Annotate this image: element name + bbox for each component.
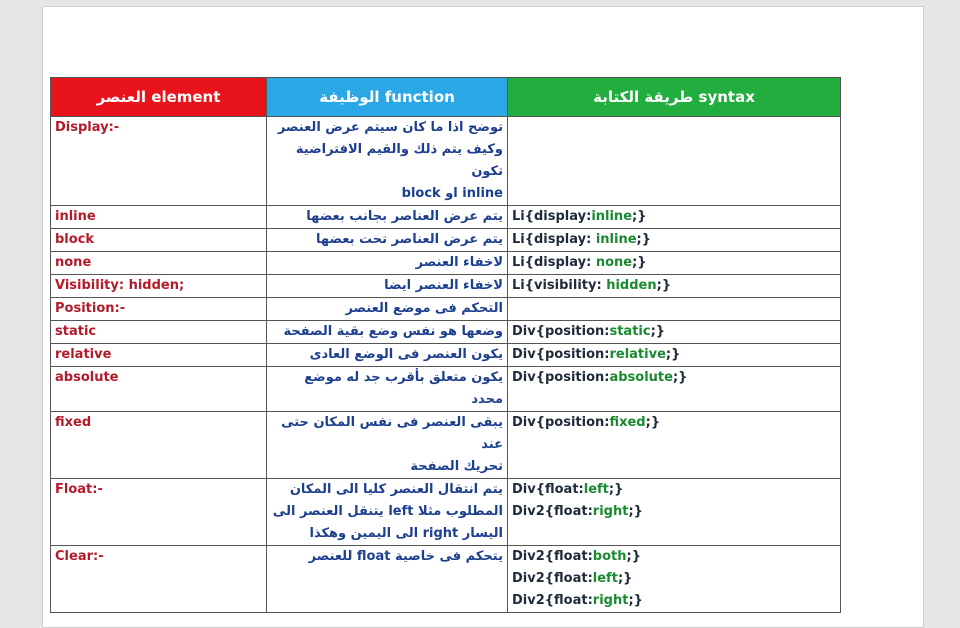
- function-line: inline او block: [401, 186, 503, 201]
- table-row: [51, 479, 841, 546]
- cell-function: [267, 117, 508, 206]
- syntax-line: [512, 479, 836, 501]
- syntax-suffix: ;}: [636, 232, 651, 247]
- cell-element: Position:-: [51, 298, 267, 321]
- syntax-suffix: ;}: [650, 324, 666, 339]
- syntax-prefix: Div{position:: [512, 347, 610, 362]
- syntax-prefix: Div2{float:: [512, 504, 593, 519]
- syntax-line: [512, 501, 836, 523]
- syntax-value: inline: [595, 232, 637, 247]
- cell-function: [267, 275, 508, 298]
- cell-element: block: [51, 229, 267, 252]
- table-row: [51, 252, 841, 275]
- cell-syntax: [508, 321, 841, 344]
- css-properties-table: [50, 77, 841, 613]
- syntax-line: [512, 590, 836, 612]
- cell-syntax: [508, 412, 841, 479]
- cell-syntax: [508, 275, 841, 298]
- syntax-line: [512, 206, 836, 228]
- function-line: يتحكم فى خاصية float للعنصر: [308, 549, 503, 564]
- cell-function: [267, 344, 508, 367]
- table-row: [51, 206, 841, 229]
- syntax-value: right: [592, 504, 629, 519]
- function-line: يبقى العنصر فى نفس المكان حتى عند: [281, 415, 503, 452]
- syntax-line: [512, 412, 836, 434]
- syntax-line: [512, 275, 836, 297]
- function-line: توضح اذا ما كان سيتم عرض العنصر: [277, 120, 503, 135]
- cell-syntax: [508, 298, 841, 321]
- cell-syntax: [508, 229, 841, 252]
- syntax-suffix: ;}: [628, 593, 643, 608]
- cell-syntax: [508, 367, 841, 412]
- syntax-line: [512, 321, 836, 343]
- function-line: وضعها هو نفس وضع بقية الصفحة: [283, 324, 503, 339]
- syntax-suffix: ;}: [672, 370, 688, 385]
- syntax-prefix: Div2{float:: [512, 593, 593, 608]
- syntax-suffix: ;}: [665, 347, 681, 362]
- header-syntax: طريقة الكتابة syntax: [508, 78, 841, 117]
- cell-element: fixed: [51, 412, 267, 479]
- cell-element: static: [51, 321, 267, 344]
- table-row: [51, 275, 841, 298]
- syntax-value: both: [592, 549, 627, 564]
- cell-function: [267, 229, 508, 252]
- function-line: تحريك الصفحة: [410, 459, 503, 474]
- function-line: لاخفاء العنصر ايضا: [384, 278, 503, 293]
- syntax-value: relative: [609, 347, 666, 362]
- syntax-suffix: ;}: [608, 482, 624, 497]
- cell-function: [267, 479, 508, 546]
- syntax-prefix: Div{position:: [512, 415, 610, 430]
- cell-element: Clear:-: [51, 546, 267, 613]
- syntax-value: fixed: [609, 415, 646, 430]
- cell-function: [267, 298, 508, 321]
- function-line: المطلوب مثلا left يتنقل العنصر الى: [272, 504, 503, 519]
- cell-syntax: [508, 479, 841, 546]
- cell-function: [267, 546, 508, 613]
- cell-element: Float:-: [51, 479, 267, 546]
- syntax-prefix: Li{display:: [512, 209, 592, 224]
- syntax-prefix: Li{display:: [512, 232, 596, 247]
- syntax-line: [512, 252, 836, 274]
- syntax-line: [512, 568, 836, 590]
- syntax-suffix: ;}: [632, 255, 647, 270]
- function-line: لاخفاء العنصر: [415, 255, 503, 270]
- syntax-prefix: Li{display:: [512, 255, 596, 270]
- syntax-line: [512, 367, 836, 389]
- syntax-prefix: Div2{float:: [512, 571, 593, 586]
- syntax-value: left: [592, 571, 618, 586]
- syntax-line: [512, 546, 836, 568]
- syntax-suffix: ;}: [617, 571, 633, 586]
- syntax-line: [512, 229, 836, 251]
- syntax-line: [512, 344, 836, 366]
- cell-element: none: [51, 252, 267, 275]
- table-row: [51, 344, 841, 367]
- cell-syntax: [508, 344, 841, 367]
- table-row: [51, 321, 841, 344]
- syntax-value: none: [595, 255, 633, 270]
- syntax-value: hidden: [606, 278, 657, 293]
- cell-function: [267, 321, 508, 344]
- cell-function: [267, 367, 508, 412]
- header-element: العنصر element: [51, 78, 267, 117]
- cell-element: relative: [51, 344, 267, 367]
- syntax-value: right: [592, 593, 629, 608]
- header-function: الوظيفة function: [267, 78, 508, 117]
- cell-syntax: [508, 546, 841, 613]
- cell-function: [267, 412, 508, 479]
- syntax-prefix: Div{position:: [512, 370, 610, 385]
- syntax-prefix: Li{visibility:: [512, 278, 607, 293]
- table-row: [51, 367, 841, 412]
- syntax-value: absolute: [609, 370, 673, 385]
- table-row: [51, 117, 841, 206]
- syntax-prefix: Div2{float:: [512, 549, 593, 564]
- syntax-suffix: ;}: [628, 504, 643, 519]
- cell-element: Display:-: [51, 117, 267, 206]
- header-row: [51, 78, 841, 117]
- syntax-suffix: ;}: [656, 278, 672, 293]
- function-line: يتم عرض العناصر تحت بعضها: [316, 232, 503, 247]
- cell-element: absolute: [51, 367, 267, 412]
- syntax-value: inline: [591, 209, 633, 224]
- table-row: [51, 412, 841, 479]
- syntax-prefix: Div{float:: [512, 482, 584, 497]
- function-line: التحكم فى موضع العنصر: [345, 301, 503, 316]
- function-line: اليسار right الى اليمين وهكذا: [309, 526, 503, 541]
- table-row: [51, 229, 841, 252]
- cell-function: [267, 206, 508, 229]
- table-row: [51, 298, 841, 321]
- function-line: يتم انتقال العنصر كليا الى المكان: [289, 482, 503, 497]
- syntax-value: left: [583, 482, 609, 497]
- cell-syntax: [508, 252, 841, 275]
- syntax-suffix: ;}: [632, 209, 647, 224]
- cell-syntax: [508, 206, 841, 229]
- syntax-suffix: ;}: [645, 415, 661, 430]
- syntax-value: static: [609, 324, 651, 339]
- syntax-suffix: ;}: [626, 549, 641, 564]
- function-line: يكون العنصر فى الوضع العادى: [309, 347, 503, 362]
- cell-element: Visibility: hidden;: [51, 275, 267, 298]
- cell-element: inline: [51, 206, 267, 229]
- function-line: يكون متعلق بأقرب جد له موضع محدد: [304, 370, 503, 407]
- cell-function: [267, 252, 508, 275]
- cell-syntax: [508, 117, 841, 206]
- table-row: [51, 546, 841, 613]
- syntax-prefix: Div{position:: [512, 324, 610, 339]
- function-line: وكيف يتم ذلك والقيم الافتراضية تكون: [295, 142, 503, 179]
- function-line: يتم عرض العناصر بجانب بعضها: [306, 209, 503, 224]
